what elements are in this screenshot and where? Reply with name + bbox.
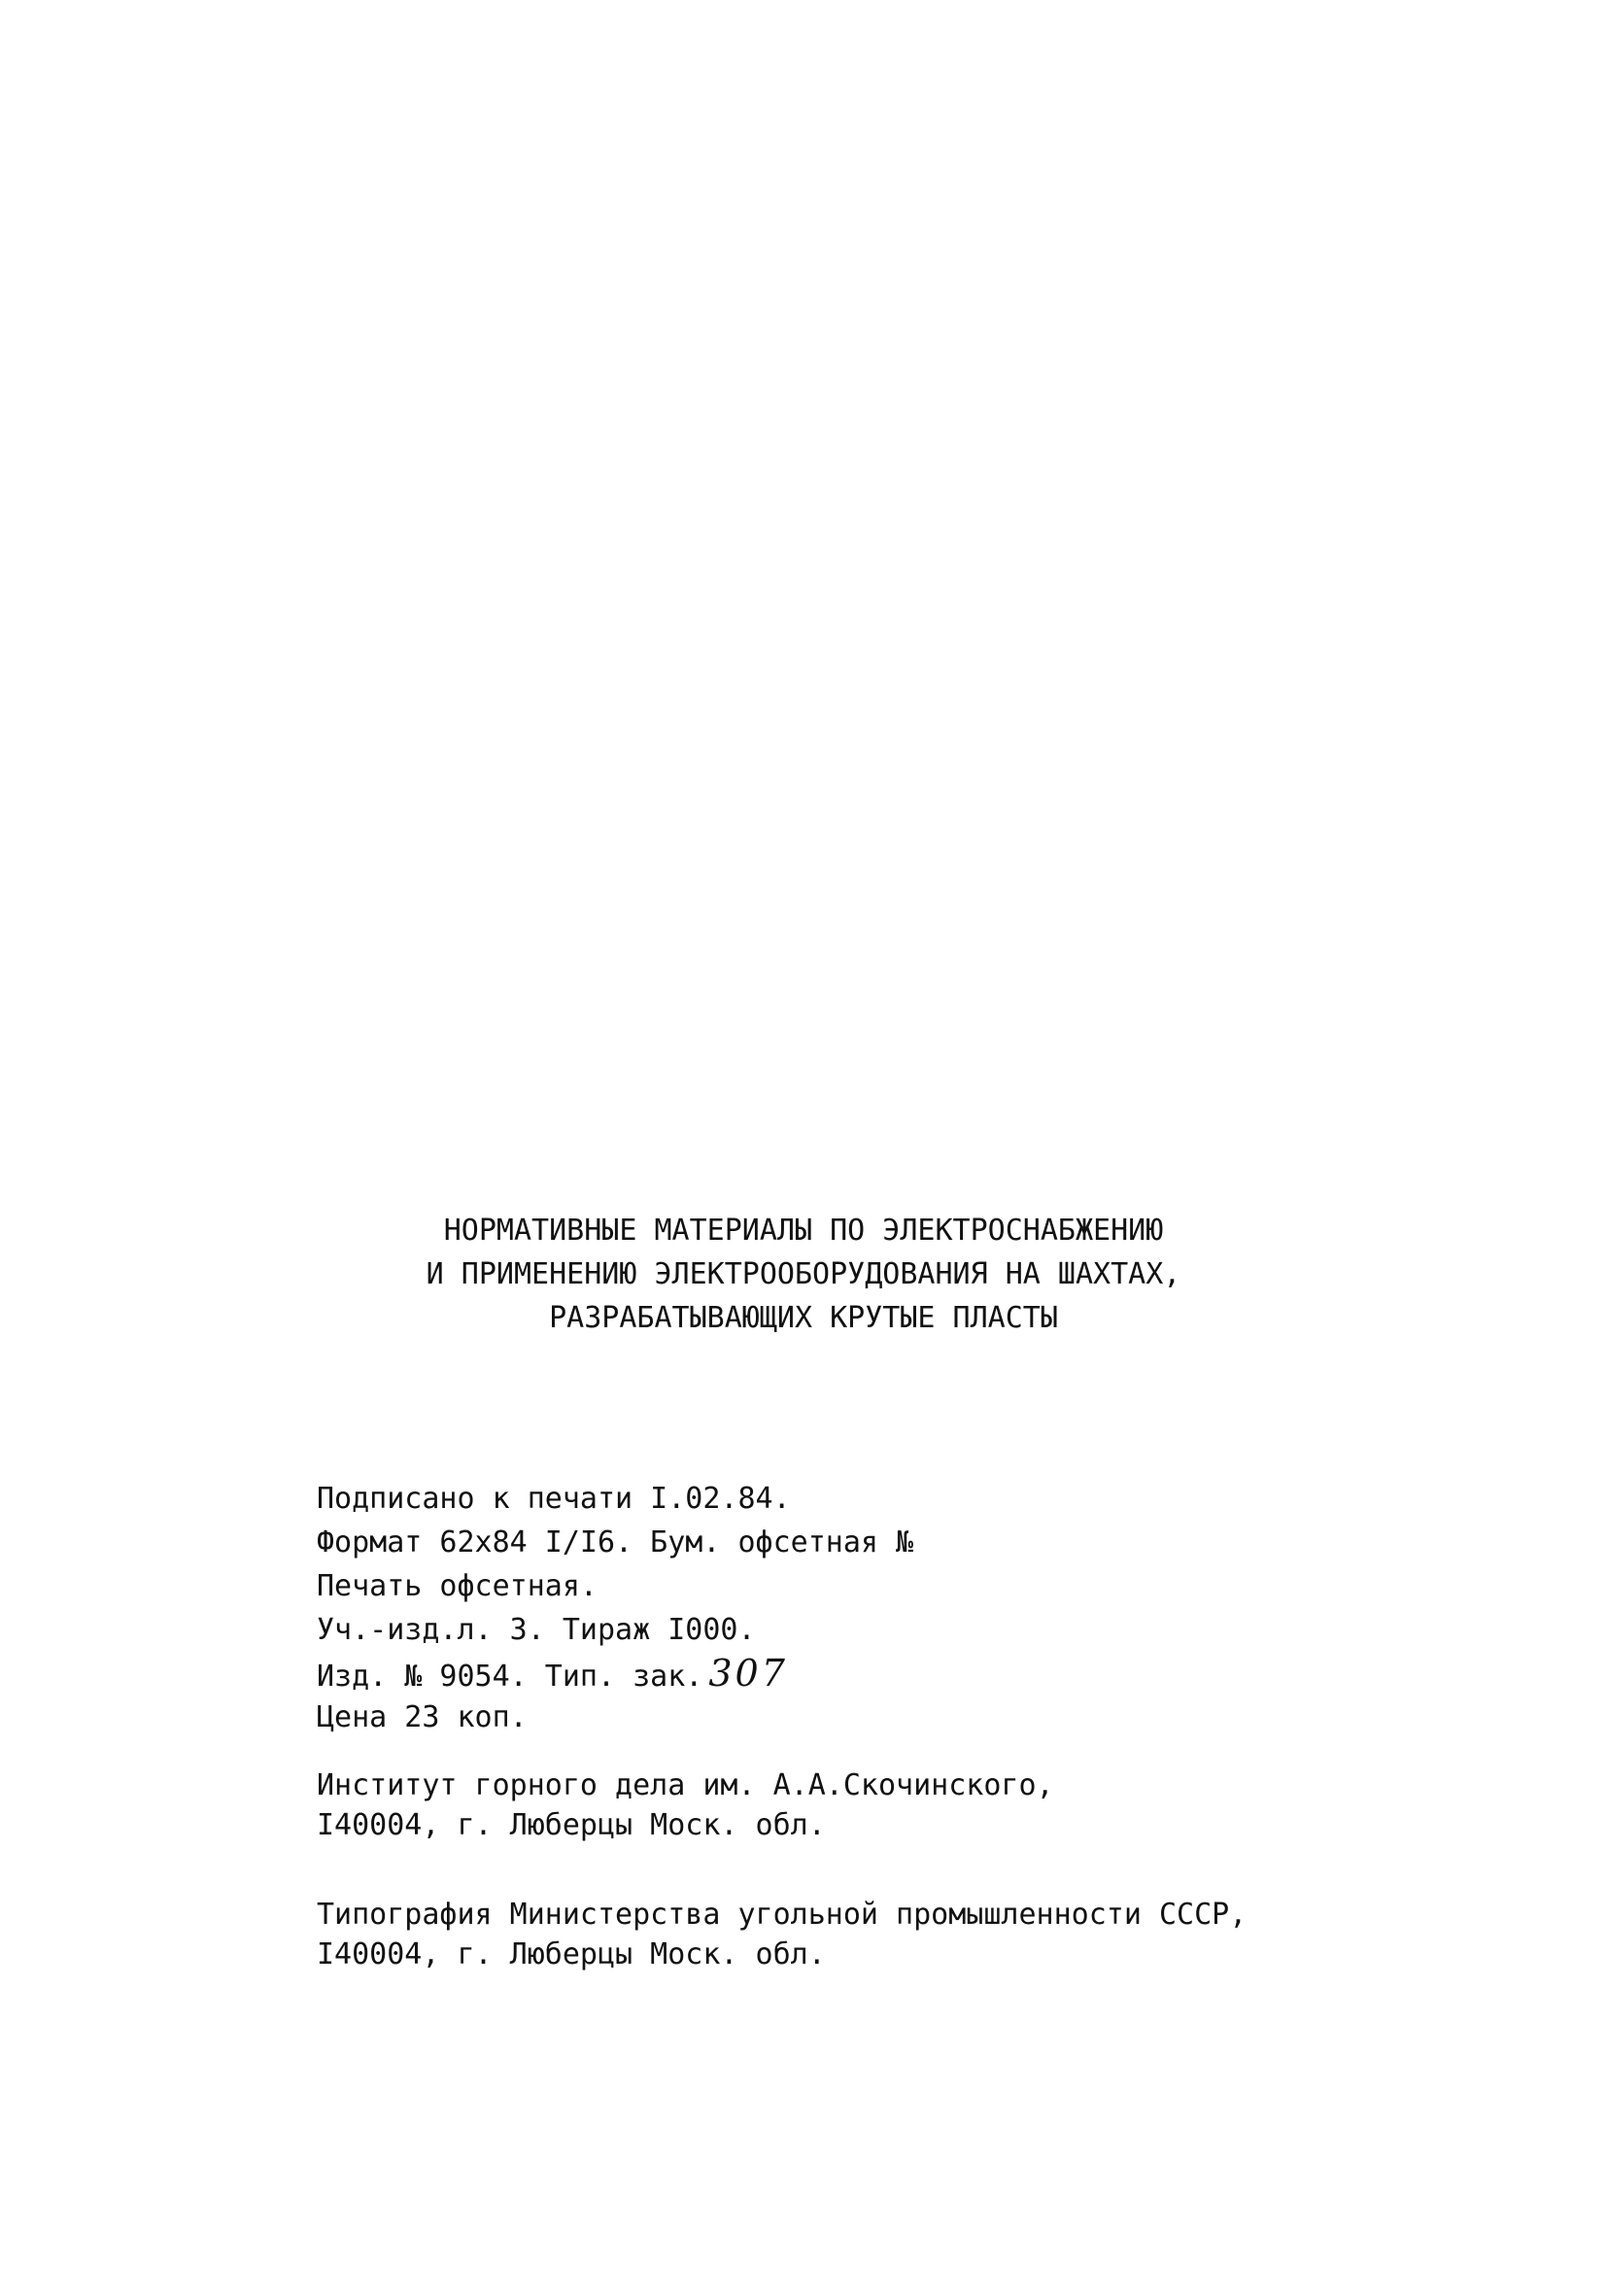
printer-line-1: Типография Министерства угольной промышленности СССР, (317, 1898, 1248, 1932)
title-line-3: РАЗРАБАТЫВАЮЩИХ КРУТЫЕ ПЛАСТЫ (549, 1301, 1058, 1335)
title-line-2: И ПРИМЕНЕНИЮ ЭЛЕКТРООБОРУДОВАНИЯ НА ШАХТАХ, (426, 1257, 1181, 1291)
publisher-block (317, 1765, 1054, 1845)
imprint-edition (317, 1652, 913, 1696)
document-title (0, 1209, 1607, 1340)
publisher-line-2: I40004, г. Люберцы Моск. обл. (317, 1808, 826, 1842)
imprint-signed: Подписано к печати I.02.84. (317, 1482, 791, 1516)
title-line-1: НОРМАТИВНЫЕ МАТЕРИАЛЫ ПО ЭЛЕКТРОСНАБЖЕНИЮ (443, 1214, 1164, 1248)
printer-block (317, 1895, 1247, 1974)
imprint-format: Формат 62х84 I/I6. Бум. офсетная № (317, 1525, 914, 1559)
imprint-volume: Уч.-изд.л. 3. Тираж I000. (317, 1613, 756, 1647)
imprint-edition-prefix: Изд. № 9054. Тип. зак. (317, 1660, 703, 1694)
imprint-print: Печать офсетная. (317, 1569, 598, 1603)
imprint-block (317, 1477, 913, 1739)
handwritten-order-number: 307 (708, 1652, 788, 1695)
publisher-line-1: Институт горного дела им. А.А.Скочинского, (317, 1768, 1054, 1802)
imprint-price: Цена 23 коп. (317, 1700, 528, 1734)
printer-line-2: I40004, г. Люберцы Моск. обл. (317, 1937, 826, 1971)
